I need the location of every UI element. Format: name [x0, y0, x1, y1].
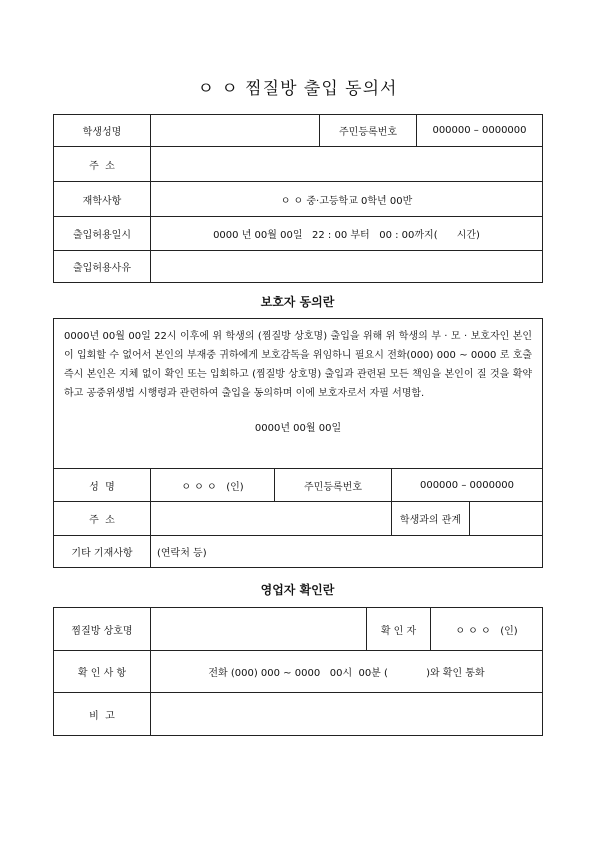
permit-time-field[interactable]: 0000 년 00월 00일 22 : 00 부터 00 : 00까지( 시간) — [151, 217, 543, 251]
school-field[interactable]: ㅇ ㅇ 중·고등학교 0학년 00반 — [151, 182, 543, 217]
permit-reason-label: 출입허용사유 — [54, 251, 151, 283]
guardian-rrn-field[interactable]: 000000 – 0000000 — [392, 469, 543, 502]
confirmer-label: 확 인 자 — [367, 608, 431, 651]
operator-table — [53, 607, 543, 736]
guardian-rrn-label: 주민등록번호 — [275, 469, 392, 502]
confirmer-field[interactable]: ㅇ ㅇ ㅇ (인) — [431, 608, 543, 651]
student-rrn-field[interactable]: 000000 – 0000000 — [417, 115, 543, 147]
permit-time-label: 출입허용일시 — [54, 217, 151, 251]
etc-label: 기타 기재사항 — [54, 536, 151, 568]
relation-field[interactable] — [470, 502, 543, 536]
guardian-table — [53, 318, 543, 568]
remarks-field[interactable] — [151, 693, 543, 736]
document-title: ㅇ ㅇ 찜질방 출입 동의서 — [197, 79, 398, 99]
student-address-field[interactable] — [151, 147, 543, 182]
student-rrn-label: 주민등록번호 — [320, 115, 417, 147]
shop-name-field[interactable] — [151, 608, 367, 651]
consent-text: 0000년 00월 00일 22시 이후에 위 학생의 (찜질방 상호명) 출입을 위해 위 학생의 부 · 모 · 보호자인 본인이 입회할 수 없어서 본인의 부재중 귀하에게 보호감독을 위임하니 필요시 전화(000) 000 ~ 0000 로 호출즉시 본인은 지체 없이 확인 또는 입회하고 (찜질방 상호명) 출입과 관련된 모든 책임을 본인이 질 것을 확약하고 공중위생법 시행령과 관련하여 출입을 동의하며 이에 보호자로서 자필 서명함. — [64, 331, 533, 399]
confirm-items-field[interactable]: 전화 (000) 000 ~ 0000 00시 00분 ( )와 확인 통화 — [151, 651, 543, 693]
guardian-address-label: 주 소 — [54, 502, 151, 536]
student-name-field[interactable] — [151, 115, 320, 147]
student-name-label: 학생성명 — [54, 115, 151, 147]
consent-date: 0000년 00월 00일 — [254, 423, 342, 434]
student-address-label: 주 소 — [54, 147, 151, 182]
remarks-label: 비 고 — [54, 693, 151, 736]
guardian-section-title: 보호자 동의란 — [260, 295, 335, 309]
guardian-name-field[interactable]: ㅇ ㅇ ㅇ (인) — [151, 469, 275, 502]
permit-reason-field[interactable] — [151, 251, 543, 283]
confirm-items-label: 확 인 사 항 — [54, 651, 151, 693]
student-info-table — [53, 114, 543, 283]
shop-name-label: 찜질방 상호명 — [54, 608, 151, 651]
etc-field[interactable]: (연락처 등) — [151, 536, 543, 568]
guardian-address-field[interactable] — [151, 502, 392, 536]
school-label: 재학사항 — [54, 182, 151, 217]
relation-label: 학생과의 관계 — [392, 502, 470, 536]
guardian-name-label: 성 명 — [54, 469, 151, 502]
operator-section-title: 영업자 확인란 — [260, 583, 335, 597]
consent-box — [54, 319, 543, 469]
